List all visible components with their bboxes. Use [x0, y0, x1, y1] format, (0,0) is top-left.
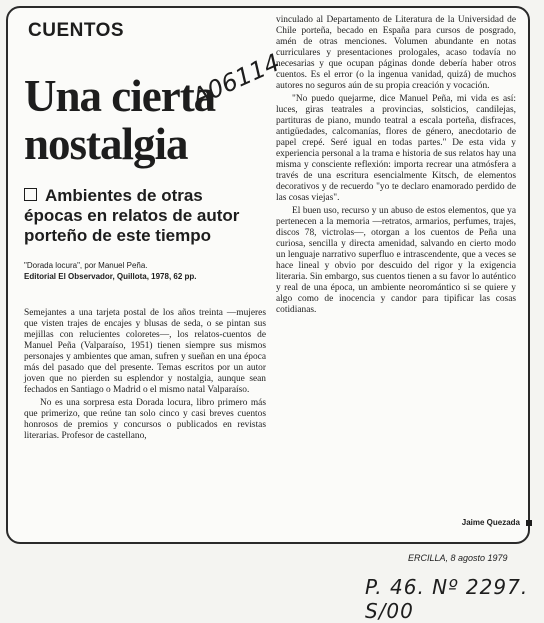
handwritten-archive-code: A06114: [188, 48, 285, 112]
left-paragraph: Semejantes a una tarjeta postal de los años treinta —mujeres que visten trajes de encajes y blusas de seda, o se pintan sus mejillas con relucientes coloretes—, los relatos-cuentos de Manuel Peña (Valparaíso, 1951) tienen siempre sus mismos personajes y ambientes que aman, sufren y sueñan en una época más del pasado que del presente. Temas escritos por un autor joven que no pierden su esplendor y nostalgia, aunque sean fechados en Santiago o Madrid o el mismo natal Valparaíso.: [24, 308, 266, 395]
book-details: Editorial El Observador, Quillota, 1978, 62 pp.: [24, 272, 197, 281]
left-column: [24, 308, 266, 444]
handwritten-reference: P. 46. Nº 2297. S/00: [365, 575, 529, 623]
book-title: "Dorada locura", por Manuel Peña.: [24, 261, 148, 270]
right-paragraph: El buen uso, recurso y un abuso de estos elementos, que ya pertenecen a la memoria —retratos, armarios, perfumes, trajes, discos 78, victrolas—, otorgan a los cuentos de Peña una curiosa, sencilla y directa amenidad, salvando en cierto modo un lenguaje narrativo superfluo e intrascendente, que a veces se hace lineal y obvio por descuido del rigor y la exigencia literaria. Sin embargo, sus cuentos tienen a su favor lo auténtico y real de una época, un ambiente neoromántico si se quiere y algo como de inocencia y candor para tipificar las cosas cotidianas.: [276, 206, 516, 315]
square-bullet-icon: [24, 188, 37, 201]
handwritten-date: ERCILLA, 8 agosto 1979: [408, 553, 508, 563]
article-subhead: [24, 186, 264, 246]
right-column: [276, 15, 516, 318]
left-paragraph: No es una sorpresa esta Dorada locura, libro primero más que primerizo, que reúne tan solo cinco y casi breves cuentos honrosos de premios y concursos o publicados en revistas literarias. Profesor de castellano,: [24, 398, 266, 441]
book-reference: [24, 260, 254, 282]
author-signature: [462, 518, 532, 527]
right-paragraph: vinculado al Departamento de Literatura de la Universidad de Chile porteña, becado en España para cursos de posgrado, amén de otras menciones. Volumen abundante en notas curriculares y presentaciones prologales, acaso todavía no necesarias y que ocupan páginas donde debería haber otros cuentos. Es el error (o la ingenua vanidad, quizá) de muchos autores no seguros aún de su propia creación y vocación.: [276, 15, 516, 91]
end-mark-icon: [526, 520, 532, 526]
section-label: CUENTOS: [28, 20, 125, 41]
title-line-1: Una cierta: [24, 71, 216, 121]
article-title: [24, 72, 215, 168]
title-line-2: nostalgia: [24, 119, 188, 169]
signature-text: Jaime Quezada: [461, 518, 520, 527]
subhead-text: Ambientes de otras épocas en relatos de autor porteño de este tiempo: [24, 186, 240, 245]
right-paragraph: "No puedo quejarme, dice Manuel Peña, mi vida es así: luces, giras teatrales a provincias, solsticios, candilejas, partituras de piano, mundo teatral a escala porteña, disfraces, antigüedades, calcomanías, flores de género, anecdotario de papel crepé. Seré igual en todas partes." De esta vida y experiencia personal a la trama e historia de sus relatos hay una misma y consciente reflexión: importa recrear una atmósfera a través de una escritura esencialmente Kitsch, de elementos decorativos y de recuerdo "yo te declaro enamorado perdido de las cosas viejas".: [276, 94, 516, 203]
